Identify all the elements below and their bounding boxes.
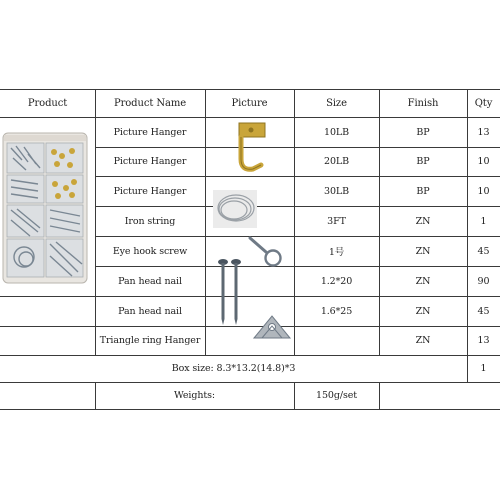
row-finish: ZN [415,215,431,227]
header-size: Size [326,97,347,109]
box-size-label: Box size: 8.3*13.2(14.8)*3 [171,363,296,374]
weights-value: 150g/set [316,390,357,401]
iron-string-image [212,189,258,229]
row-finish: BP [416,185,430,197]
row-size: 1号 [328,247,345,258]
row-size: 3FT [327,215,346,227]
header-picture: Picture [231,97,268,109]
header-product-name: Product Name [113,97,187,109]
eye-hook-screw-image [248,234,288,270]
row-finish: ZN [415,335,431,346]
box-size-qty: 1 [480,363,487,374]
triangle-ring-hanger-image [250,312,294,342]
table-rule [205,89,206,355]
row-name: Picture Hanger [113,156,187,167]
row-qty: 13 [477,126,490,138]
row-finish: ZN [415,305,431,317]
table-rule [0,409,500,410]
row-qty: 10 [477,185,490,197]
row-size: 1.2*20 [320,275,353,287]
assortment-box-image [2,132,88,284]
row-name: Pan head nail [118,305,182,317]
row-name: Iron string [124,215,176,227]
row-name: Picture Hanger [113,126,187,138]
row-qty: 1 [480,215,487,227]
row-finish: ZN [415,275,431,287]
row-name: Eye hook screw [112,245,188,257]
row-size: 30LB [324,185,349,197]
pan-head-nail-image [214,258,246,326]
row-size: 20LB [324,156,349,167]
row-finish: BP [416,156,430,167]
row-finish: BP [416,126,430,138]
header-product: Product [27,97,68,109]
row-qty: 10 [477,156,490,167]
row-qty: 13 [477,335,490,346]
weights-label: Weights: [174,390,215,401]
row-name: Triangle ring Hanger [99,335,201,346]
row-qty: 45 [477,245,490,257]
row-size: 1.6*25 [320,305,353,317]
header-finish: Finish [407,97,439,109]
table-rule [379,382,380,409]
picture-hanger-image [225,119,277,175]
header-qty: Qty [474,97,493,109]
row-size: 10LB [324,126,349,138]
row-name: Pan head nail [118,275,182,287]
row-finish: ZN [415,245,431,257]
row-qty: 90 [477,275,490,287]
row-qty: 45 [477,305,490,317]
row-name: Picture Hanger [113,185,187,197]
row-size [294,326,379,355]
